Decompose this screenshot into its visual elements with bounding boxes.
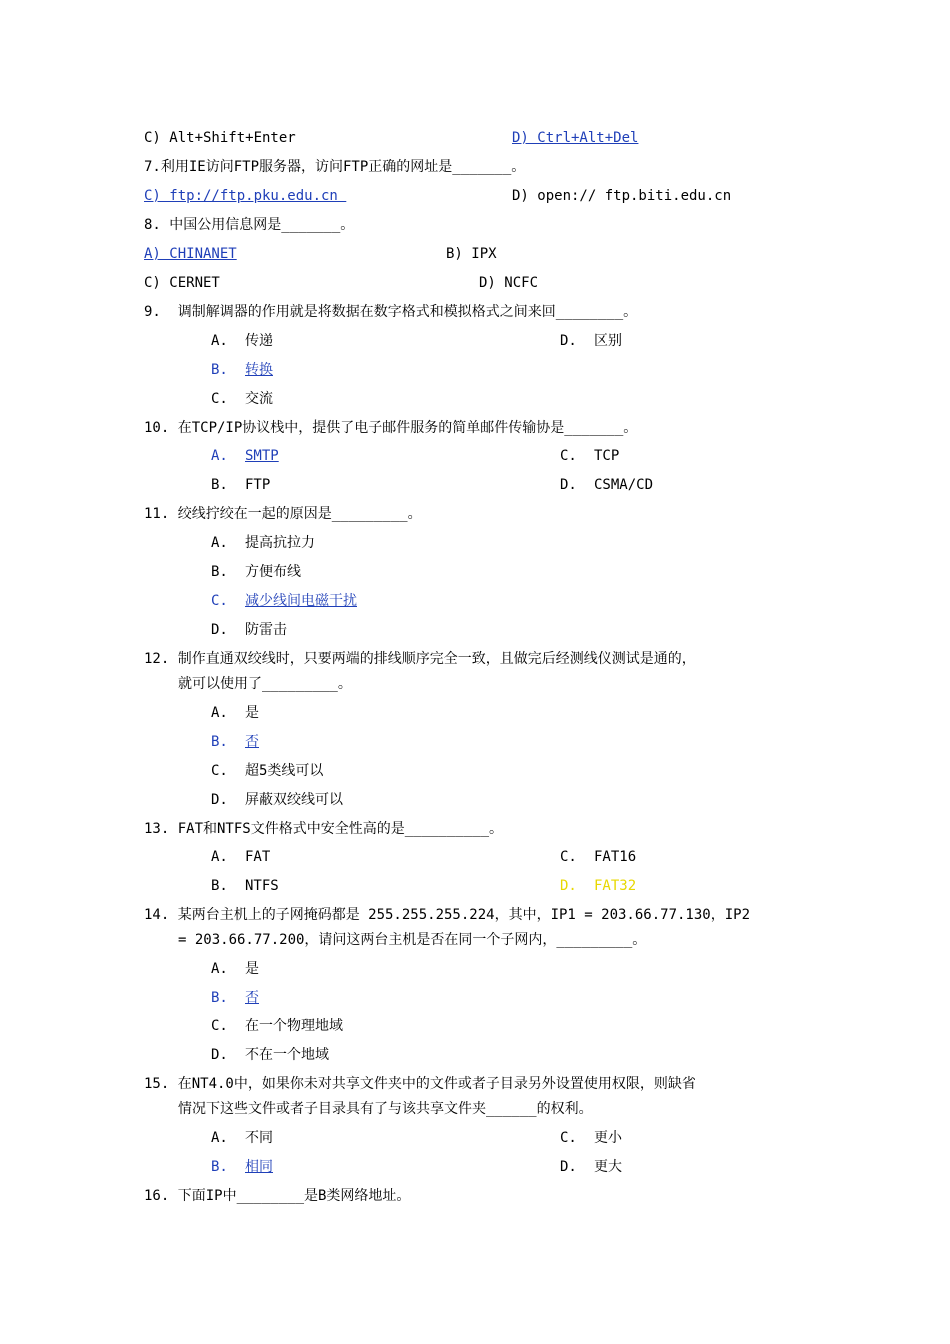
q15-option-d: D. 更大 (560, 1159, 622, 1175)
q12-option-c: C. 超5类线可以 (211, 763, 324, 779)
q9-option-b-answer[interactable]: B. 转换 (211, 362, 273, 378)
q10-option-d: D. CSMA/CD (560, 477, 654, 493)
q8-option-d: D) NCFC (479, 275, 539, 291)
q11-option-d: D. 防雷击 (211, 622, 287, 638)
q6-option-c: C) Alt+Shift+Enter (144, 130, 296, 146)
q12-stem-line-1: 12. 制作直通双绞线时，只要两端的排线顺序完全一致，且做完后经测线仪测试是通的， (144, 651, 696, 667)
q9-option-c: C. 交流 (211, 391, 273, 407)
q9-stem: 9. 调制解调器的作用就是将数据在数字格式和模拟格式之间来回________。 (144, 304, 638, 320)
q11-option-a: A. 提高抗拉力 (211, 535, 315, 551)
q13-option-c: C. FAT16 (560, 849, 637, 865)
q15-option-c: C. 更小 (560, 1130, 622, 1146)
q12-stem-line-2: 就可以使用了_________。 (178, 676, 352, 692)
q11-stem: 11. 绞线拧绞在一起的原因是_________。 (144, 506, 422, 522)
q15-stem-line-1: 15. 在NT4.0中，如果你未对共享文件夹中的文件或者子目录另外设置使用权限，则缺省 (144, 1076, 696, 1092)
q13-option-b: B. NTFS (211, 878, 279, 894)
q13-stem: 13. FAT和NTFS文件格式中安全性高的是__________。 (144, 821, 504, 837)
q12-option-a: A. 是 (211, 705, 259, 721)
q8-option-a-answer[interactable]: A) CHINANET (144, 246, 237, 262)
q14-option-a: A. 是 (211, 961, 259, 977)
q11-option-c-answer[interactable]: C. 减少线间电磁干扰 (211, 593, 357, 609)
q8-option-c: C) CERNET (144, 275, 220, 291)
q13-option-d-highlighted: D. FAT32 (560, 878, 637, 894)
q14-option-b-answer[interactable]: B. 否 (211, 990, 259, 1006)
q7-option-d: D) open:// ftp.biti.edu.cn (512, 188, 732, 204)
q10-option-b: B. FTP (211, 477, 271, 493)
q9-option-d: D. 区别 (560, 333, 622, 349)
q15-stem-line-2: 情况下这些文件或者子目录具有了与该共享文件夹______的权利。 (178, 1101, 593, 1117)
q9-option-a: A. 传递 (211, 333, 273, 349)
q8-option-b: B) IPX (446, 246, 497, 262)
q15-option-b-answer[interactable]: B. 相同 (211, 1159, 273, 1175)
q13-option-a: A. FAT (211, 849, 271, 865)
q12-option-d: D. 屏蔽双绞线可以 (211, 792, 343, 808)
q8-stem: 8. 中国公用信息网是_______。 (144, 217, 355, 233)
q14-stem-line-1: 14. 某两台主机上的子网掩码都是 255.255.255.224，其中，IP1 = 203.66.77.130，IP2 (144, 907, 751, 923)
q14-option-d: D. 不在一个地域 (211, 1047, 329, 1063)
q14-option-c: C. 在一个物理地域 (211, 1018, 343, 1034)
q11-option-b: B. 方便布线 (211, 564, 301, 580)
q7-option-c-answer[interactable]: C) ftp://ftp.pku.edu.cn (144, 188, 347, 204)
q10-option-a-answer[interactable]: A. SMTP (211, 448, 279, 464)
q10-stem: 10. 在TCP/IP协议栈中，提供了电子邮件服务的简单邮件传输协是_______。 (144, 420, 638, 436)
q12-option-b-answer[interactable]: B. 否 (211, 734, 259, 750)
q10-option-c: C. TCP (560, 448, 620, 464)
q15-option-a: A. 不同 (211, 1130, 273, 1146)
q6-option-d-answer[interactable]: D) Ctrl+Alt+Del (512, 130, 639, 146)
q7-stem: 7.利用IE访问FTP服务器，访问FTP正确的网址是_______。 (144, 159, 526, 175)
q16-stem: 16. 下面IP中________是B类网络地址。 (144, 1188, 411, 1204)
q14-stem-line-2: = 203.66.77.200，请问这两台主机是否在同一个子网内，_________。 (178, 932, 647, 948)
